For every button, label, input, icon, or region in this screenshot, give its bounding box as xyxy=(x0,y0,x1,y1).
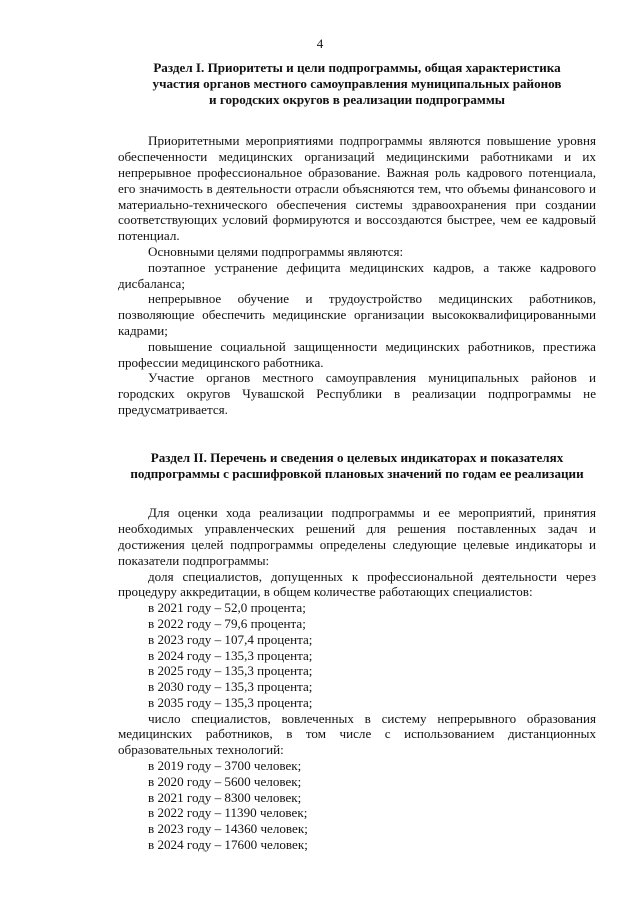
section2-intro: Для оценки хода реализации подпрограммы и ее мероприятий, принятия необходимых управленческих решений для решения поставленных задач и достижения целей подпрограммы определены следующие целевые индикаторы и показатели подпрограммы: xyxy=(118,505,596,568)
page-number: 4 xyxy=(316,36,324,51)
section1-paragraph: повышение социальной защищенности медицинских работников, престижа профессии медицинского работника. xyxy=(118,338,596,370)
indicator1-label: доля специалистов, допущенных к профессиональной деятельности через процедуру аккредитации, в общем количестве работающих специалистов: xyxy=(118,568,596,600)
indicator1-value: в 2023 году – 107,4 процента; xyxy=(148,631,313,647)
section2-heading-line: подпрограммы с расшифровкой плановых значений по годам ее реализации xyxy=(130,465,584,481)
section1-paragraph: Участие органов местного самоуправления муниципальных районов и городских округов Чувашской Республики в реализации подпрограммы не предусматривается. xyxy=(118,370,596,417)
indicator2-value: в 2021 году – 8300 человек; xyxy=(148,789,302,805)
indicator2-value: в 2022 году – 11390 человек; xyxy=(148,805,308,821)
section1-heading-line: и городских округов в реализации подпрограммы xyxy=(209,91,505,107)
indicator2-value: в 2019 году – 3700 человек; xyxy=(148,758,302,774)
indicator1-value: в 2021 году – 52,0 процента; xyxy=(148,600,306,616)
section2-heading xyxy=(118,450,596,482)
section1-paragraph: поэтапное устранение дефицита медицинских кадров, а также кадрового дисбаланса; xyxy=(118,259,596,291)
section1-paragraph: Приоритетными мероприятиями подпрограммы являются повышение уровня обеспеченности медицинских организаций медицинскими работниками и их непрерывное профессиональное образование. Важная роль кадрового потенциала, его значимость в деятельности отрасли объясняются тем, что объемы финансового и материально-технического обеспечения системы здравоохранения при создании соответствующих условий формируются и воссоздаются быстрее, чем ее кадровый потенциал. xyxy=(118,133,596,244)
indicator1-value: в 2030 году – 135,3 процента; xyxy=(148,679,313,695)
indicator1-value: в 2024 году – 135,3 процента; xyxy=(148,647,313,663)
section1-paragraph: Основными целями подпрограммы являются: xyxy=(148,243,404,259)
page-content xyxy=(118,60,596,853)
indicator2-value: в 2024 году – 17600 человек; xyxy=(148,837,308,853)
section1-heading xyxy=(118,60,596,107)
section1-heading-line: Раздел I. Приоритеты и цели подпрограммы, общая характеристика xyxy=(153,60,561,75)
indicator2-value: в 2023 году – 14360 человек; xyxy=(148,821,308,837)
section1-heading-line: участия органов местного самоуправления муниципальных районов xyxy=(152,75,562,91)
indicator2-label: число специалистов, вовлеченных в систему непрерывного образования медицинских работников, в том числе с использованием дистанционных образовательных технологий: xyxy=(118,710,596,758)
section1-paragraph: непрерывное обучение и трудоустройство медицинских работников, позволяющие обеспечить медицинские организации высококвалифицированными кадрами; xyxy=(118,291,596,338)
section2-heading-line: Раздел II. Перечень и сведения о целевых индикаторах и показателях xyxy=(150,449,564,465)
indicator1-value: в 2035 году – 135,3 процента; xyxy=(148,694,313,710)
indicator1-value: в 2025 году – 135,3 процента; xyxy=(148,663,313,679)
indicator2-value: в 2020 году – 5600 человек; xyxy=(148,773,302,789)
indicator1-value: в 2022 году – 79,6 процента; xyxy=(148,615,306,631)
